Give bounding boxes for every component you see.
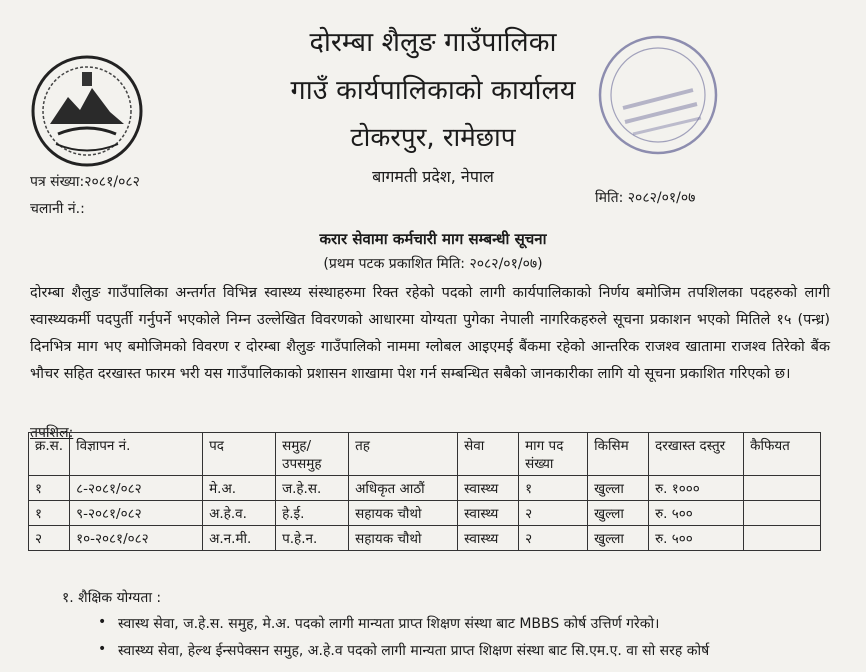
cell — [744, 476, 821, 501]
col-remarks: कैफियत — [744, 433, 821, 476]
cell: सहायक चौथो — [349, 526, 458, 551]
cell: हे.ई. — [276, 501, 349, 526]
col-serial: क्र.स. — [29, 433, 70, 476]
cell: खुल्ला — [588, 501, 649, 526]
table-row — [29, 476, 821, 501]
cell: अ.हे.व. — [203, 501, 276, 526]
cell: ९-२०८१/०८२ — [70, 501, 203, 526]
col-post: पद — [203, 433, 276, 476]
letter-date: मिति: २०८२/०१/०७ — [595, 190, 696, 206]
notice-subtitle: (प्रथम पटक प्रकाशित मिति: २०८२/०१/०७) — [323, 256, 543, 272]
qualification-item: • स्वास्थ्य सेवा, हेल्थ ईन्सपेक्सन समुह, अ.हे.व पदको लागी मान्यता प्राप्त शिक्षण संस्था बाट सि.एम.ए. वा सो सरह कोर्ष — [118, 641, 838, 660]
cell: प.हे.न. — [276, 526, 349, 551]
cell — [744, 526, 821, 551]
cell: रु. १००० — [649, 476, 744, 501]
cell: २ — [519, 526, 588, 551]
cell: १ — [29, 501, 70, 526]
cell: अधिकृत आठौं — [349, 476, 458, 501]
cell: रु. ५०० — [649, 526, 744, 551]
cell: १०-२०८१/०८२ — [70, 526, 203, 551]
cell: १ — [519, 476, 588, 501]
office-location: टोकरपुर, रामेछाप — [350, 123, 516, 153]
cell: ज.हे.स. — [276, 476, 349, 501]
cell: सहायक चौथो — [349, 501, 458, 526]
notice-title: करार सेवामा कर्मचारी माग सम्बन्धी सूचना — [319, 230, 547, 248]
cell — [744, 501, 821, 526]
office-name: गाउँ कार्यपालिकाको कार्यालय — [290, 75, 576, 106]
cell: मे.अ. — [203, 476, 276, 501]
cell: स्वास्थ्य — [458, 476, 519, 501]
col-group: समुह/ उपसमुह — [276, 433, 349, 476]
qualification-heading: १. शैक्षिक योग्यता : — [62, 590, 162, 606]
details-label: तपशिल: — [30, 425, 74, 441]
vacancy-table — [28, 432, 821, 551]
cell: रु. ५०० — [649, 501, 744, 526]
table-row — [29, 501, 821, 526]
col-service: सेवा — [458, 433, 519, 476]
municipality-name: दोरम्बा शैलुङ गाउँपालिका — [309, 27, 557, 58]
col-ad-number: विज्ञापन नं. — [70, 433, 203, 476]
qualification-item: • स्वास्थ सेवा, ज.हे.स. समुह, मे.अ. पदको लागी मान्यता प्राप्त शिक्षण संस्था बाट MBBS कोर्ष उत्तिर्ण गरेको। — [118, 614, 838, 633]
cell: ८-२०८१/०८२ — [70, 476, 203, 501]
col-level: तह — [349, 433, 458, 476]
cell: स्वास्थ्य — [458, 526, 519, 551]
col-type: किसिम — [588, 433, 649, 476]
cell: खुल्ला — [588, 526, 649, 551]
notice-body: दोरम्बा शैलुङ गाउँपालिका अन्तर्गत विभिन्न स्वास्थ्य संस्थाहरुमा रिक्त रहेको पदको लागी कार्यपालिकाको निर्णय बमोजिम तपशिलका पदहरुको लागी स्वास्थ्यकर्मी पदपुर्ती गर्नुपर्ने भएकोले निम्न उल्लेखित विवरणको आधारमा योग्यता पुगेका नेपाली नागरिकहरुले सूचना प्रकाशन भएको मितिले १५ (पन्ध्र) दिनभित्र माग भए बमोजिमको विवरण र दोरम्बा शैलुङ गाउँपालिको नाममा ग्लोबल आइएमई बैंकमा रहेको आन्तरिक राजश्व खातामा राजश्व तिरेको बैंक भौचर सहित दरखास्त फारम भरी यस गाउँपालिकाको प्रशासन शाखामा पेश गर्न सम्बन्धित सबैको जानकारीका लागि यो सूचना प्रकाशित गरिएको छ। — [30, 285, 830, 382]
letter-number: पत्र संख्या:२०८१/०८२ — [30, 174, 140, 190]
table-row — [29, 526, 821, 551]
col-fee: दरखास्त दस्तुर — [649, 433, 744, 476]
cell: २ — [29, 526, 70, 551]
cell: २ — [519, 501, 588, 526]
table-header-row — [29, 433, 821, 476]
dispatch-number: चलानी नं.: — [30, 201, 85, 217]
cell: अ.न.मी. — [203, 526, 276, 551]
province-name: बागमती प्रदेश, नेपाल — [372, 167, 494, 186]
cell: १ — [29, 476, 70, 501]
cell: स्वास्थ्य — [458, 501, 519, 526]
cell: खुल्ला — [588, 476, 649, 501]
col-posts-count: माग पद संख्या — [519, 433, 588, 476]
